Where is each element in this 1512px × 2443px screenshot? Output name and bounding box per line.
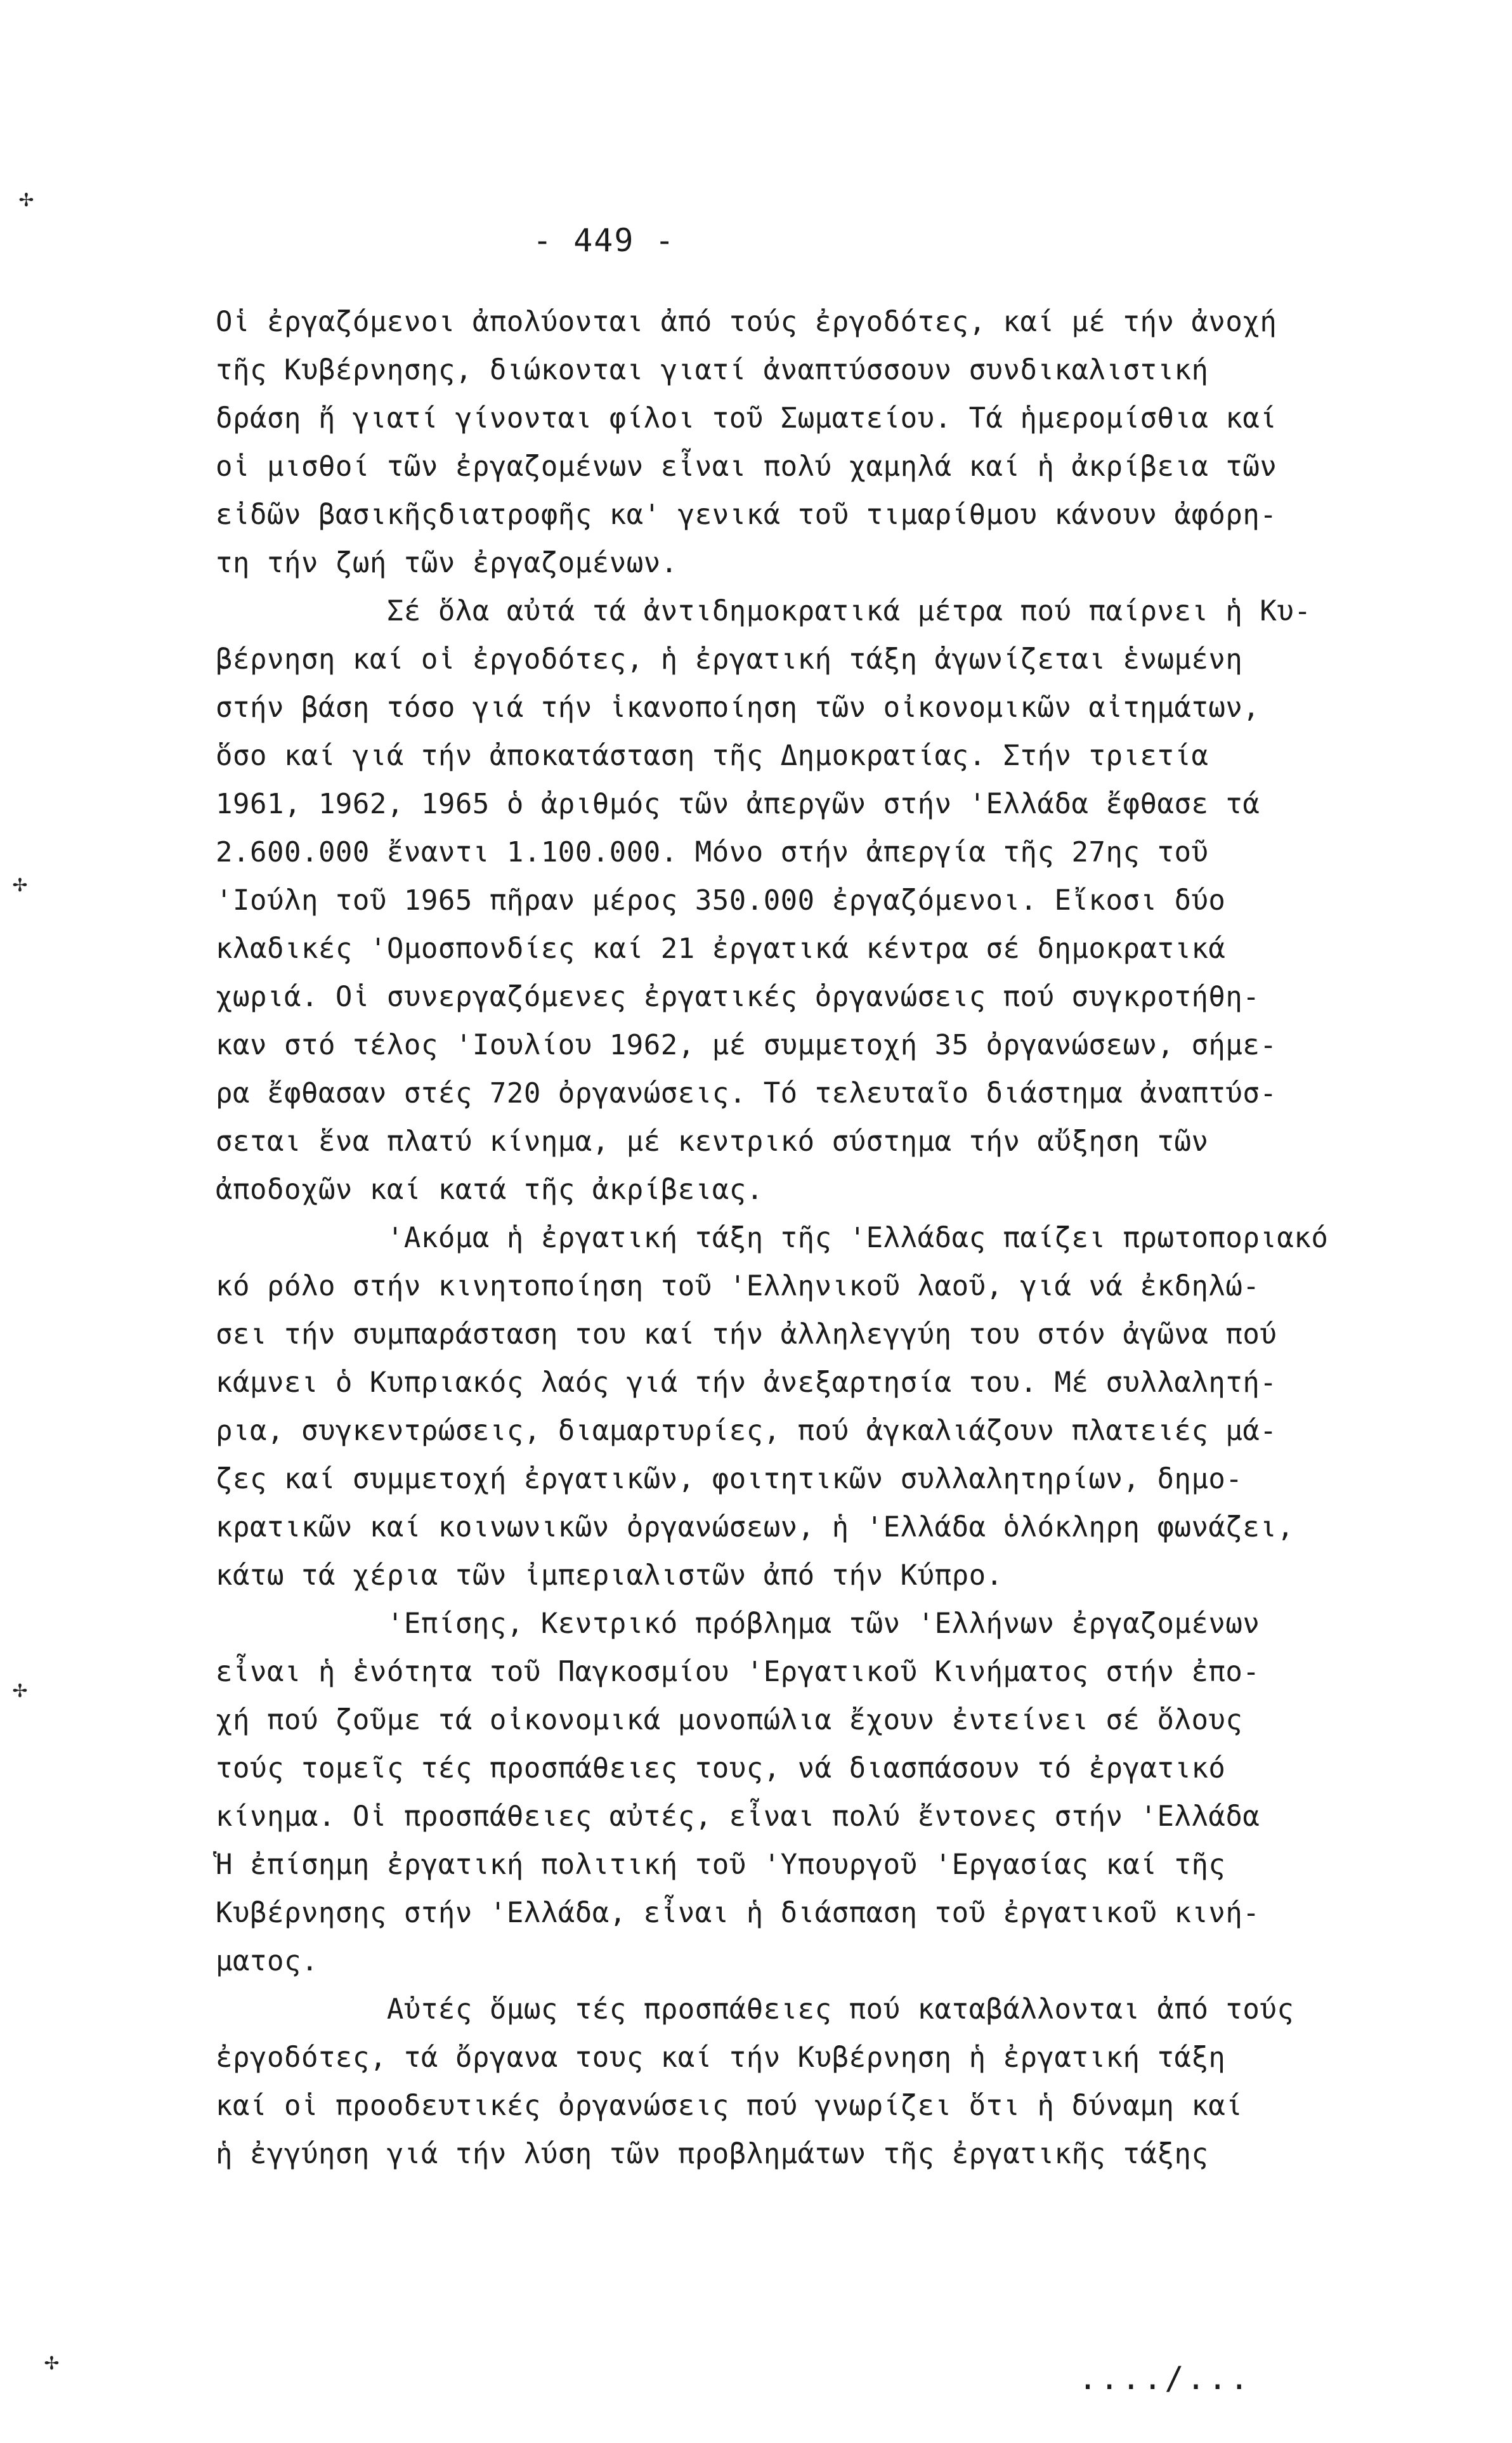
margin-mark: ✢ xyxy=(13,869,27,897)
text-line: κίνημα. Οἱ προσπάθειες αὐτές, εἶναι πολύ ἔντονες στήν 'Ελλάδα xyxy=(216,1800,1260,1833)
text-line: ζες καί συμμετοχή ἐργατικῶν, φοιτητικῶν συλλαλητηρίων, δημο- xyxy=(216,1463,1243,1495)
margin-mark: ✢ xyxy=(44,2347,59,2375)
text-line: Αὐτές ὅμως τές προσπάθειες πού καταβάλλονται ἀπό τούς xyxy=(216,1993,1294,2026)
text-line: καί οἱ προοδευτικές ὀργανώσεις πού γνωρίζει ὅτι ἡ δύναμη καί xyxy=(216,2090,1243,2122)
margin-mark: ✢ xyxy=(13,1675,27,1703)
text-line: ματος. xyxy=(216,1945,318,1977)
text-line: ὅσο καί γιά τήν ἀποκατάσταση τῆς Δημοκρατίας. Στήν τριετία xyxy=(216,740,1209,772)
text-line: χή πού ζοῦμε τά οἰκονομικά μονοπώλια ἔχουν ἐντείνει σέ ὅλους xyxy=(216,1704,1243,1736)
text-line: τούς τομεῖς τές προσπάθειες τους, νά διασπάσουν τό ἐργατικό xyxy=(216,1752,1226,1785)
text-line: 'Επίσης, Κεντρικό πρόβλημα τῶν 'Ελλήνων ἐργαζομένων xyxy=(216,1608,1260,1640)
text-line: Ἡ ἐπίσημη ἐργατική πολιτική τοῦ 'Υπουργοῦ 'Εργασίας καί τῆς xyxy=(216,1849,1226,1881)
text-line: ἐργοδότες, τά ὄργανα τους καί τήν Κυβέρνηση ἡ ἐργατική τάξη xyxy=(216,2041,1226,2074)
text-line: τῆς Κυβέρνησης, διώκονται γιατί ἀναπτύσσουν συνδικαλιστική xyxy=(216,354,1209,386)
text-line: καν στό τέλος 'Ιουλίου 1962, μέ συμμετοχή 35 ὀργανώσεων, σήμε- xyxy=(216,1029,1277,1061)
text-line: Σέ ὅλα αὐτά τά ἀντιδημοκρατικά μέτρα πού παίρνει ἡ Κυ- xyxy=(216,595,1312,627)
text-line: τη τήν ζωή τῶν ἐργαζομένων. xyxy=(216,547,678,579)
margin-mark: ✢ xyxy=(19,184,34,212)
text-line: σει τήν συμπαράσταση του καί τήν ἀλληλεγγύη του στόν ἀγῶνα πού xyxy=(216,1318,1277,1351)
text-line: 'Ιούλη τοῦ 1965 πῆραν μέρος 350.000 ἐργαζόμενοι. Εἴκοσι δύο xyxy=(216,884,1226,917)
text-line: στήν βάση τόσο γιά τήν ἱκανοποίηση τῶν οἰκονομικῶν αἰτημάτων, xyxy=(216,691,1260,724)
text-line: ρα ἔφθασαν στές 720 ὀργανώσεις. Τό τελευταῖο διάστημα ἀναπτύσ- xyxy=(216,1077,1277,1110)
text-line: βέρνηση καί οἱ ἐργοδότες, ἡ ἐργατική τάξη ἀγωνίζεται ἑνωμένη xyxy=(216,643,1243,676)
text-line: Οἱ ἐργαζόμενοι ἀπολύονται ἀπό τούς ἐργοδότες, καί μέ τήν ἀνοχή xyxy=(216,306,1277,338)
text-line: Κυβέρνησης στήν 'Ελλάδα, εἶναι ἡ διάσπαση τοῦ ἐργατικοῦ κινή- xyxy=(216,1897,1260,1929)
text-line: κλαδικές 'Ομοσπονδίες καί 21 ἐργατικά κέντρα σέ δημοκρατικά xyxy=(216,933,1226,965)
text-line: 'Ακόμα ἡ ἐργατική τάξη τῆς 'Ελλάδας παίζει πρωτοποριακό xyxy=(216,1222,1329,1254)
continuation-mark: ..../... xyxy=(1078,2360,1251,2397)
page-number: - 449 - xyxy=(533,222,675,259)
text-line: εἶναι ἡ ἑνότητα τοῦ Παγκοσμίου 'Εργατικοῦ Κινήματος στήν ἐπο- xyxy=(216,1656,1260,1688)
text-line: κάμνει ὁ Κυπριακός λαός γιά τήν ἀνεξαρτησία του. Μέ συλλαλητή- xyxy=(216,1366,1277,1399)
text-line: 2.600.000 ἔναντι 1.100.000. Μόνο στήν ἀπεργία τῆς 27ης τοῦ xyxy=(216,836,1209,868)
text-line: χωριά. Οἱ συνεργαζόμενες ἐργατικές ὀργανώσεις πού συγκροτήθη- xyxy=(216,981,1260,1013)
text-line: ἀποδοχῶν καί κατά τῆς ἀκρίβειας. xyxy=(216,1174,764,1206)
text-line: 1961, 1962, 1965 ὁ ἀριθμός τῶν ἀπεργῶν στήν 'Ελλάδα ἔφθασε τά xyxy=(216,788,1260,820)
text-line: κρατικῶν καί κοινωνικῶν ὀργανώσεων, ἡ 'Ελλάδα ὁλόκληρη φωνάζει, xyxy=(216,1511,1294,1543)
text-line: ρια, συγκεντρώσεις, διαμαρτυρίες, πού ἀγκαλιάζουν πλατειές μά- xyxy=(216,1415,1277,1447)
text-line: κάτω τά χέρια τῶν ἰμπεριαλιστῶν ἀπό τήν Κύπρο. xyxy=(216,1559,1003,1592)
text-line: οἱ μισθοί τῶν ἐργαζομένων εἶναι πολύ χαμηλά καί ἡ ἀκρίβεια τῶν xyxy=(216,450,1277,483)
text-line: ἡ ἐγγύηση γιά τήν λύση τῶν προβλημάτων τῆς ἐργατικῆς τάξης xyxy=(216,2138,1209,2170)
text-line: δράση ἤ γιατί γίνονται φίλοι τοῦ Σωματείου. Τά ἡμερομίσθια καί xyxy=(216,402,1277,435)
body-text xyxy=(216,298,1345,2178)
text-line: κό ρόλο στήν κινητοποίηση τοῦ 'Ελληνικοῦ λαοῦ, γιά νά ἐκδηλώ- xyxy=(216,1270,1260,1302)
text-line: σεται ἕνα πλατύ κίνημα, μέ κεντρικό σύστημα τήν αὔξηση τῶν xyxy=(216,1125,1209,1158)
text-line: εἰδῶν βασικῆςδιατροφῆς κα' γενικά τοῦ τιμαρίθμου κάνουν ἀφόρη- xyxy=(216,499,1277,531)
